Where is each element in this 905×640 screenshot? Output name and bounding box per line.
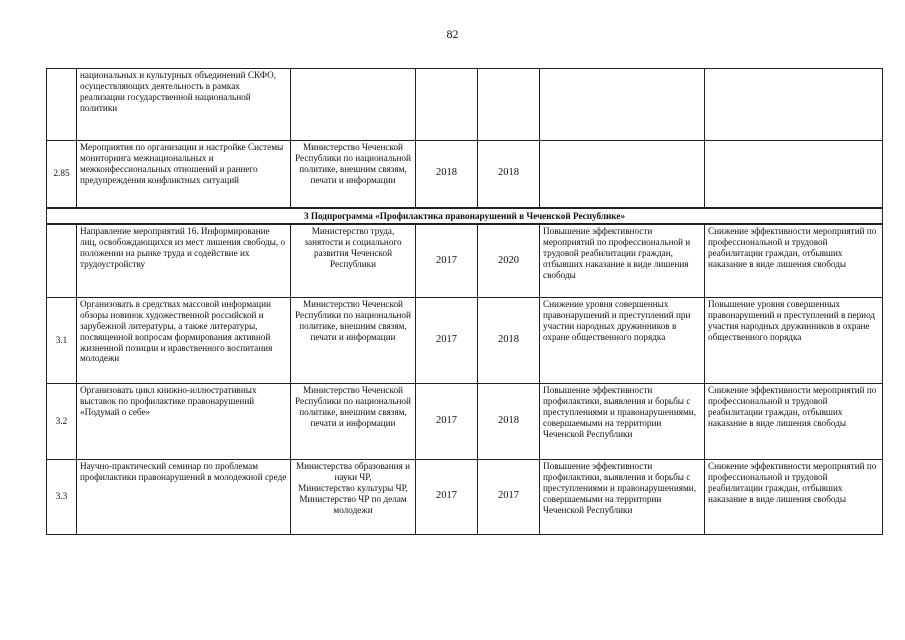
event-name: Научно-практический семинар по проблемам профилактики правонарушений в молодежной среде [77,459,291,534]
executor-line: Министерства образования и науки ЧР, [295,460,411,482]
start-year: 2017 [416,459,478,534]
executor [291,459,416,534]
table-row [47,141,883,208]
end-year: 2018 [478,141,540,208]
executor-line: Министерство ЧР по делам молодежи [299,493,407,515]
executor: Министерство труда, занятости и социального развития Чеченской Республики [291,224,416,297]
end-year [478,69,540,141]
table-row [47,297,883,383]
event-name: Направление мероприятий 16. Информирование лиц, освобождающихся из мест лишения свободы, о положении на рынке труда и содействие их трудоустройству [77,224,291,297]
non-implementation-consequence: Снижение эффективности мероприятий по профессиональной и трудовой реабилитации граждан, отбывших наказание в виде лишения свободы [705,459,883,534]
expected-result: Повышение эффективности мероприятий по профессиональной и трудовой реабилитации граждан, отбывших наказание в виде лишения свободы [540,224,705,297]
expected-result [540,141,705,208]
expected-result: Повышение эффективности профилактики, выявления и борьбы с преступлениями и правонарушениями, совершаемыми на территории Чеченской Республики [540,383,705,459]
executor-line: Министерство культуры ЧР, [298,482,408,493]
table-row [47,459,883,534]
row-number: 3.1 [47,297,77,383]
subprogram-header-row [47,208,883,225]
end-year: 2020 [478,224,540,297]
end-year: 2018 [478,383,540,459]
row-number: 3.2 [47,383,77,459]
page-number: 82 [446,27,459,41]
start-year: 2017 [416,297,478,383]
expected-result: Повышение эффективности профилактики, выявления и борьбы с преступлениями и правонарушениями, совершаемыми на территории Чеченской Республики [540,459,705,534]
non-implementation-consequence: Снижение эффективности мероприятий по профессиональной и трудовой реабилитации граждан, отбывших наказание в виде лишения свободы [705,224,883,297]
event-name: Мероприятия по организации и настройке Системы мониторинга межнациональных и межконфессиональных отношений и раннего предупреждения конфликтных ситуаций [77,141,291,208]
event-name: национальных и культурных объединений СКФО, осуществляющих деятельность в рамках реализации государственной национальной политики [77,69,291,141]
end-year: 2018 [478,297,540,383]
executor: Министерство Чеченской Республики по национальной политике, внешним связям, печати и информации [291,383,416,459]
row-number [47,224,77,297]
program-events-table [46,68,883,535]
start-year [416,69,478,141]
table-row [47,69,883,141]
subprogram-title: 3 Подпрограмма «Профилактика правонарушений в Чеченской Республике» [47,208,883,225]
non-implementation-consequence [705,69,883,141]
table-row [47,224,883,297]
row-number: 2.85 [47,141,77,208]
executor: Министерство Чеченской Республики по национальной политике, внешним связям, печати и информации [291,141,416,208]
start-year: 2018 [416,141,478,208]
expected-result: Снижение уровня совершенных правонарушений и преступлений при участии народных дружинников в охране общественного порядка [540,297,705,383]
start-year: 2017 [416,224,478,297]
end-year: 2017 [478,459,540,534]
executor [291,69,416,141]
expected-result [540,69,705,141]
non-implementation-consequence: Снижение эффективности мероприятий по профессиональной и трудовой реабилитации граждан, отбывших наказание в виде лишения свободы [705,383,883,459]
row-number [47,69,77,141]
table-row [47,383,883,459]
event-name: Организовать цикл книжно-иллюстративных выставок по профилактике правонарушений «Подумай о себе» [77,383,291,459]
event-name: Организовать в средствах массовой информации обзоры новинок художественной российской и зарубежной литературы, а также литературы, посвященной вопросам формирования активной жизненной позиции и нравственного воспитания молодежи [77,297,291,383]
start-year: 2017 [416,383,478,459]
non-implementation-consequence: Повышение уровня совершенных правонарушений и преступлений в период участия народных дружинников в охране общественного порядка [705,297,883,383]
non-implementation-consequence [705,141,883,208]
row-number: 3.3 [47,459,77,534]
executor: Министерство Чеченской Республики по национальной политике, внешним связям, печати и информации [291,297,416,383]
